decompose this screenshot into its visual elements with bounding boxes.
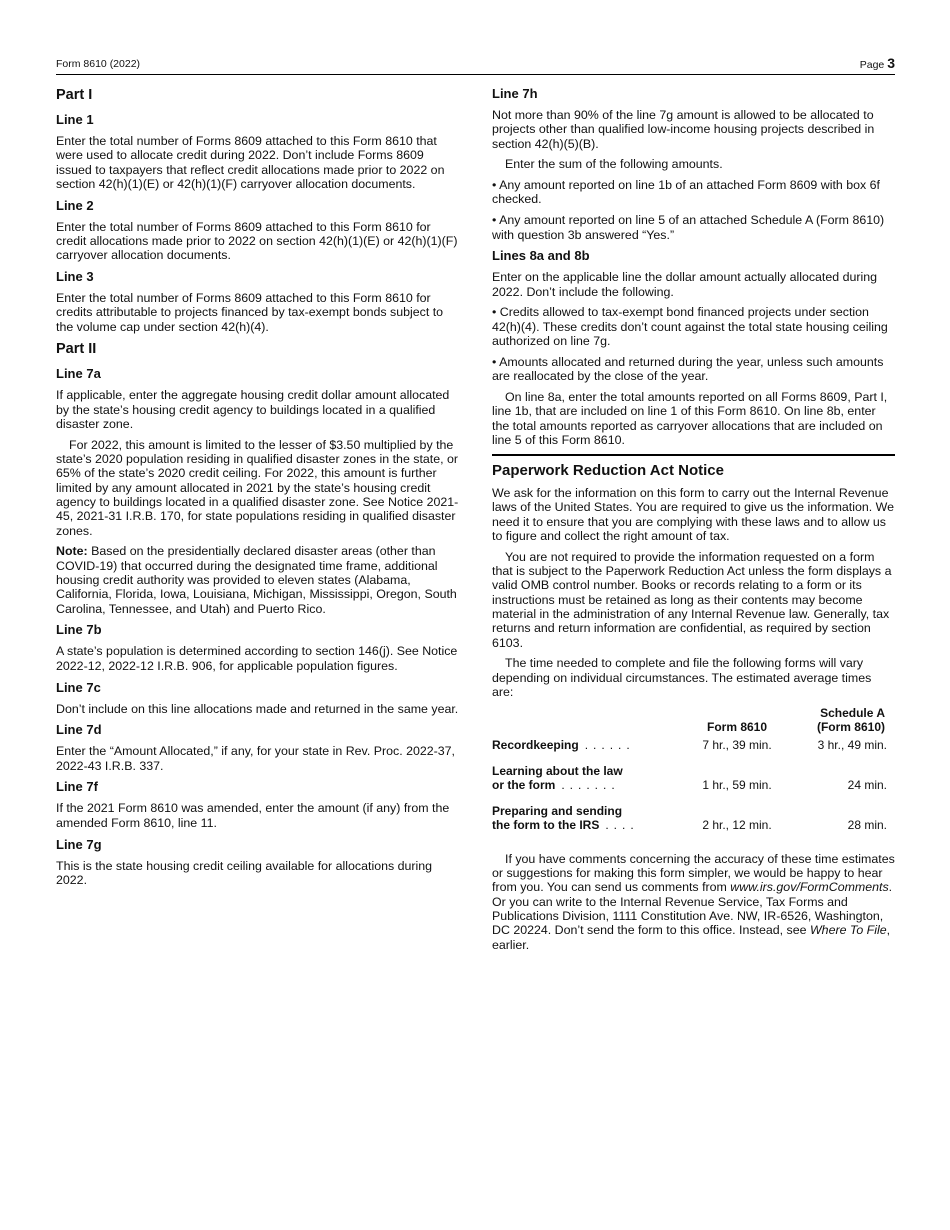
line1-text: Enter the total number of Forms 8609 attached to this Form 8610 that were used to allocate credit during 2022. Don’t include Forms 8609 issued to taxpayers that reflect credit allocations made prior to 2022 on section 42(h)(1)(E) or 42(h)(1)(F) carryover allocation documents. (56, 134, 445, 191)
line1-heading: Line 1 (56, 112, 94, 127)
comments-text: . Or you can write to the Internal Revenue Service, Tax Forms and Publications Division, 1111 Constitution Ave. NW, IR-6526, Washington, DC 20224. Don’t send the form to this office. Instead, see (492, 880, 893, 938)
comments-paragraph (492, 852, 895, 952)
row-label-text: or the form (492, 777, 556, 792)
form-id: Form 8610 (2022) (56, 58, 141, 70)
line7h-heading: Line 7h (492, 86, 538, 101)
left-column (56, 86, 460, 894)
line7c-heading: Line 7c (56, 679, 101, 695)
page-number (860, 55, 895, 71)
table-header-form8610: Form 8610 (706, 719, 768, 734)
pra-heading: Paperwork Reduction Act Notice (492, 462, 724, 480)
table-row (492, 738, 895, 764)
part1-heading: Part I (56, 87, 93, 103)
section-divider (492, 454, 895, 456)
row-label (492, 738, 682, 764)
comments-link[interactable]: www.irs.gov/FormComments (730, 880, 889, 895)
line7c-text: Don’t include on this line allocations made and returned in the same year. (56, 701, 459, 716)
leader-dots: ...... (584, 737, 635, 752)
row-label-text: Recordkeeping (492, 737, 579, 752)
row-form8610-time: 7 hr., 39 min. (702, 737, 772, 752)
leader-dots: ....... (561, 777, 620, 792)
row-label (492, 764, 682, 804)
line7h-bullet: • Any amount reported on line 5 of an attached Schedule A (Form 8610) with question 3b answered “Yes.” (492, 213, 885, 242)
right-column (492, 86, 895, 958)
row-label-text: Learning about the law (492, 763, 623, 778)
comments-text: , earlier. (492, 923, 891, 952)
line2-text: Enter the total number of Forms 8609 attached to this Form 8610 for credit allocations made prior to 2022 on section 42(h)(1)(E) or 42(h)(1)(F) carryover allocation documents. (56, 219, 458, 263)
part2-heading: Part II (56, 341, 97, 358)
line7f-heading: Line 7f (56, 779, 98, 795)
line7h-bullet: • Any amount reported on line 1b of an attached Form 8609 with box 6f checked. (492, 178, 880, 207)
row-label-text: Preparing and sending (492, 803, 623, 818)
pra-text: You are not required to provide the information requested on a form that is subject to the Paperwork Reduction Act unless the form displays a valid OMB control number. Books or records relating to a form or its instructions must be retained as long as their contents may become material in the administration of any Internal Revenue law. Generally, tax returns and return information are confidential, as required by section 6103. (492, 549, 892, 650)
page-number-value: 3 (887, 55, 895, 71)
line7d-heading: Line 7d (56, 722, 102, 738)
line7h-sum-text: Enter the sum of the following amounts. (505, 157, 723, 172)
table-row (492, 764, 895, 804)
lines8-bullet: • Credits allowed to tax-exempt bond financed projects under section 42(h)(4). These credits don’t count against the total state housing ceiling authorized on line 7g. (492, 305, 888, 349)
time-estimates-table (492, 706, 895, 844)
line7b-heading: Line 7b (56, 622, 102, 638)
note-text: Based on the presidentially declared disaster areas (other than COVID-19) that occurred during the designated time frame, additional housing credit authority was provided to eleven states (Alabama, California, Florida, Iowa, Louisiana, Michigan, Mississippi, Oregon, South Carolina, Tennessee, and Utah) and Puerto Rico. (56, 544, 457, 616)
leader-dots: .... (605, 817, 639, 832)
page-label: Page (859, 59, 885, 71)
row-schedule-a-time: 24 min. (847, 777, 887, 792)
schedule-a-line1: Schedule A (820, 705, 885, 720)
line7a-text: If applicable, enter the aggregate housing credit dollar amount allocated by the state’s housing credit agency to buildings located in a qualified disaster zone. (56, 388, 450, 432)
lines8-bullet: • Amounts allocated and returned during the year, unless such amounts are reallocated by the close of the year. (492, 354, 884, 384)
row-schedule-a-time: 3 hr., 49 min. (817, 737, 887, 752)
row-form8610-time: 2 hr., 12 min. (702, 817, 772, 832)
where-to-file-ref: Where To File (809, 923, 887, 938)
note-paragraph (56, 544, 460, 615)
row-label-text: the form to the IRS (492, 817, 600, 832)
lines8-detail-text: On line 8a, enter the total amounts reported on all Forms 8609, Part I, line 1b, that are included on line 1 of this Form 8610. On line 8b, enter the total amounts reported as carryover allocations that are included on line 5 of this Form 8610. (492, 389, 888, 447)
line7g-heading: Line 7g (56, 836, 102, 852)
comments-text: If you have comments concerning the accuracy of these time estimates or suggestions for making this form simpler, we would be happy to hear from you. You can send us comments from (492, 851, 895, 895)
line7d-text: Enter the “Amount Allocated,” if any, for your state in Rev. Proc. 2022-37, 2022-43 I.R.B. 337. (56, 744, 455, 773)
table-header-schedule-a (792, 706, 895, 738)
lines8-heading: Lines 8a and 8b (492, 248, 590, 264)
line7f-text: If the 2021 Form 8610 was amended, enter the amount (if any) from the amended Form 8610, line 11. (56, 801, 450, 830)
line7b-text: A state’s population is determined according to section 146(j). See Notice 2022-12, 2022-12 I.R.B. 906, for applicable population figures. (56, 644, 458, 673)
table-header-blank (492, 706, 682, 738)
lines8-text: Enter on the applicable line the dollar amount actually allocated during 2022. Don’t include the following. (492, 270, 878, 299)
table-row (492, 804, 895, 844)
pra-time-intro: The time needed to complete and file the following forms will vary depending on individual circumstances. The estimated average times are: (492, 656, 872, 699)
schedule-a-line2: (Form 8610) (816, 719, 885, 734)
line3-text: Enter the total number of Forms 8609 attached to this Form 8610 for credits attributable to projects financed by tax-exempt bonds subject to the volume cap under section 42(h)(4). (56, 291, 444, 334)
pra-text: We ask for the information on this form to carry out the Internal Revenue laws of the United States. You are required to give us the information. We need it to ensure that you are complying with these laws and to allow us to figure and collect the right amount of tax. (492, 486, 895, 544)
note-label: Note: (56, 544, 88, 559)
line7a-heading: Line 7a (56, 366, 101, 382)
page-header (56, 55, 895, 75)
line7h-text: Not more than 90% of the line 7g amount is allowed to be allocated to projects other than qualified low-income housing projects described in section 42(h)(5)(B). (492, 108, 875, 151)
row-schedule-a-time: 28 min. (847, 817, 887, 832)
row-form8610-time: 1 hr., 59 min. (702, 777, 772, 792)
line7g-text: This is the state housing credit ceiling available for allocations during 2022. (56, 858, 433, 887)
line7a-limit-text: For 2022, this amount is limited to the lesser of $3.50 multiplied by the state’s 2020 population residing in qualified disaster zones in the state, or 65% of the state’s 2020 credit ceiling. For 2022, this amount is further limited by any amount allocated in 2021 by the state’s housing credit agency to buildings located in a qualified disaster zone. See Notice 2021-45, 2021-31 I.R.B. 170, for state populations residing in qualified disaster zones. (56, 437, 459, 538)
line3-heading: Line 3 (56, 269, 94, 285)
line2-heading: Line 2 (56, 197, 94, 213)
row-label (492, 804, 682, 844)
table-header-row (492, 706, 895, 738)
